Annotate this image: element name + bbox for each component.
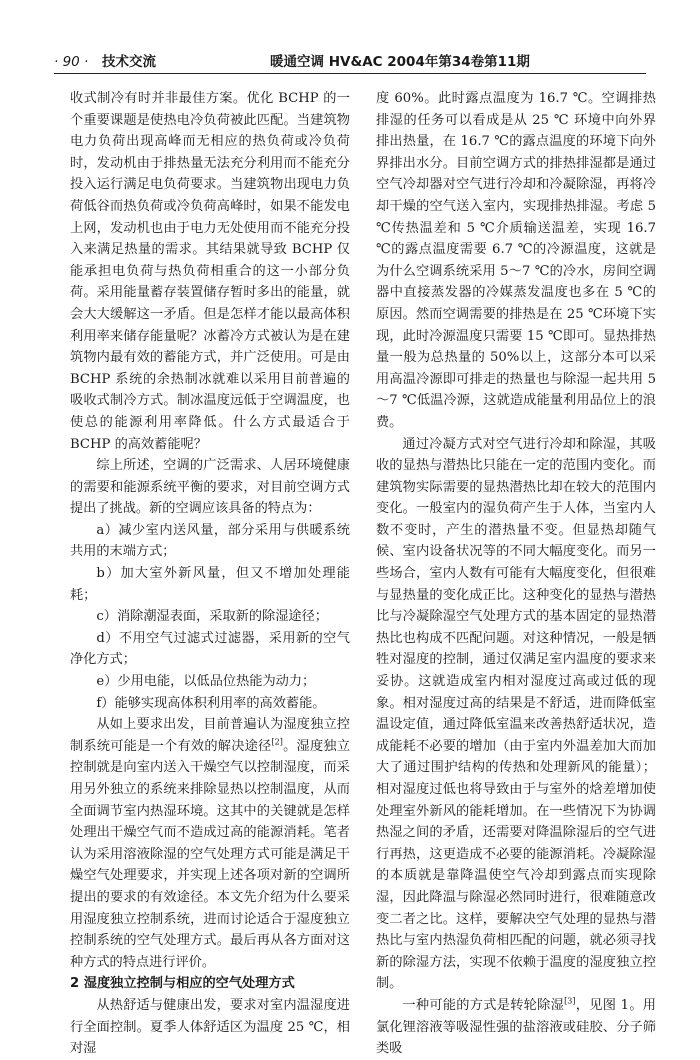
journal-info: 暖通空调 HV&AC 2004年第34卷第11期: [270, 54, 530, 70]
list-item: e）少用电能，以低品位热能为动力；: [96, 674, 316, 690]
paragraph: 通过冷凝方式对空气进行冷却和除湿，其吸收的显热与潜热比只能在一定的范围内变化。而建筑物实际需要的显热潜热比却在较大的范围内变化。一般室内的湿负荷产生于人体，当室内人数不变时，产生的潜热量不变。但显热却随气候、室内设备状况等的不同大幅度变化。而另一些场合，室内人数有可能有大幅度变化，但很难与显热量的变化成正比。这种变化的显热与潜热比与冷凝除湿空气处理方式的基本固定的显热潜热比也构成不匹配问题。对这种情况，一般是牺牲对湿度的控制，通过仅满足室内温度的要求来妥协。这就造成室内相对湿度过高或过低的现象。相对湿度过高的结果是不舒适，进而降低室温设定值，通过降低室温来改善热舒适状况，造成能耗不必要的增加（由于室内外温差加大而加大了通过围护结构的传热和处理新风的能量）；相对湿度过低也将导致由于与室外的焓差增加使处理室外新风的能耗增加。在一些情况下为协调热湿之间的矛盾，还需要对降温除湿后的空气进行再热，这更造成不必要的能源消耗。冷凝除湿的本质就是靠降温使空气冷却到露点而实现除湿，因此降温与除湿必然同时进行，很难随意改变二者之比。这样，要解决空气处理的显热与潜热比与室内热湿负荷相匹配的问题，就必须寻找新的除湿方法，实现不依赖于温度的湿度独立控制。: [376, 436, 656, 992]
paragraph: 收式制冷有时并非最佳方案。优化 BCHP 的一个重要课题是使热电冷负荷被此匹配。当建筑物电力负荷出现高峰而无相应的热负荷或冷负荷时，发动机由于排热量无法充分利用而不能充分投入运行满足电负荷要求。当建筑物出现电力负荷低谷而热负荷或冷负荷高峰时，如果不能发电上网，发动机也由于电力无处使用而不能充分投入来满足热量的需求。其结果就导致 BCHP 仅能承担电负荷与热负荷相重合的这一小部分负荷。采用能量蓄存装置储存暂时多出的能量，就会大大缓解这一矛盾。但是怎样才能以最高体积利用率来储存能量呢？冰蓄冷方式被认为是在建筑物内最有效的蓄能方式，并广泛使用。可是由 BCHP 系统的余热制冰就难以采用目前普遍的吸收式制冷方式。制冰温度远低于空调温度，也使总的能源利用率降低。什么方式最适合于 BCHP 的高效蓄能呢？: [70, 91, 350, 452]
section-heading: 2 湿度独立控制与相应的空气处理方式: [70, 976, 295, 992]
list-item: d）不用空气过滤式过滤器，采用新的空气净化方式；: [70, 630, 350, 668]
page-header: [54, 44, 646, 74]
list-item: c）消除潮湿表面，采取新的除湿途径；: [96, 609, 328, 625]
page-number: · 90 ·: [54, 54, 89, 70]
citation-ref: [3]: [564, 996, 576, 1006]
citation-ref: [2]: [271, 737, 283, 747]
list-item: b）加大室外新风量，但又不增加处理能耗；: [70, 566, 350, 603]
paragraph: 从热舒适与健康出发，要求对室内温湿度进行全面控制。夏季人体舒适区为温度 25 ℃，相对湿: [70, 997, 350, 1057]
list-item: a）减少室内送风量，部分采用与供暖系统共用的末端方式；: [70, 522, 350, 560]
section-name: 技术交流: [102, 54, 156, 70]
paragraph-text: 一种可能的方式是转轮除湿: [402, 997, 565, 1013]
paragraph: [70, 714, 350, 973]
paragraph-text: 从如上要求出发，目前普遍认为湿度独立控制系统可能是一个有效的解决途径: [70, 717, 350, 754]
paragraph-text: 。湿度独立控制就是向室内送入干燥空气以控制湿度，而采用另外独立的系统来排除显热以控制温度，从而全面调节室内热湿环境。这其中的关键就是怎样处理出干燥空气而不造成过高的能源消耗。笔者认为采用溶液除湿的空气处理方式可能是满足干燥空气处理要求，并实现上述各项对新的空调所提出的要求的有效途径。本文先介绍为什么要采用湿度独立控制系统，进而讨论适合于湿度独立控制系统的空气处理方式。最后再从各方面对这种方式的特点进行评价。: [70, 738, 351, 970]
paragraph-text: ，见图 1。用氯化锂溶液等吸湿性强的盐溶液或硅胶、分子筛类吸: [376, 997, 656, 1057]
paragraph: [376, 995, 656, 1060]
paragraph: 综上所述，空调的广泛需求、人居环境健康的需要和能源系统平衡的要求，对目前空调方式提出了挑战。新的空调应该具备的特点为：: [70, 458, 350, 517]
right-column: [376, 88, 656, 1060]
list-item: f）能够实现高体积利用率的高效蓄能。: [96, 695, 326, 711]
paragraph: 度 60%。此时露点温度为 16.7 ℃。空调排热排湿的任务可以看成是从 25 ℃ 环境中向外界排出热量，在 16.7 ℃的露点温度的环境下向外界排出水分。目前空调方式的排热排湿都是通过空气冷却器对空气进行冷却和冷凝除湿，再将冷却干燥的空气送入室内，实现排热排湿。考虑 5 ℃传热温差和 5 ℃介质输送温差，实现 16.7 ℃的露点温度需要 6.7 ℃的冷源温度，这就是为什么空调系统采用 5～7 ℃的冷水，房间空调器中直接蒸发器的冷媒蒸发温度也多在 5 ℃的原因。然而空调需要的排热是在 25 ℃环境下实现，此时冷源温度只需要 15 ℃即可。显热排热量一般为总热量的 50%以上，这部分本可以采用高温冷源即可排走的热量也与除湿一起共用 5～7 ℃低温冷源，这就造成能量利用品位上的浪费。: [376, 91, 656, 430]
left-column: [70, 88, 350, 1060]
